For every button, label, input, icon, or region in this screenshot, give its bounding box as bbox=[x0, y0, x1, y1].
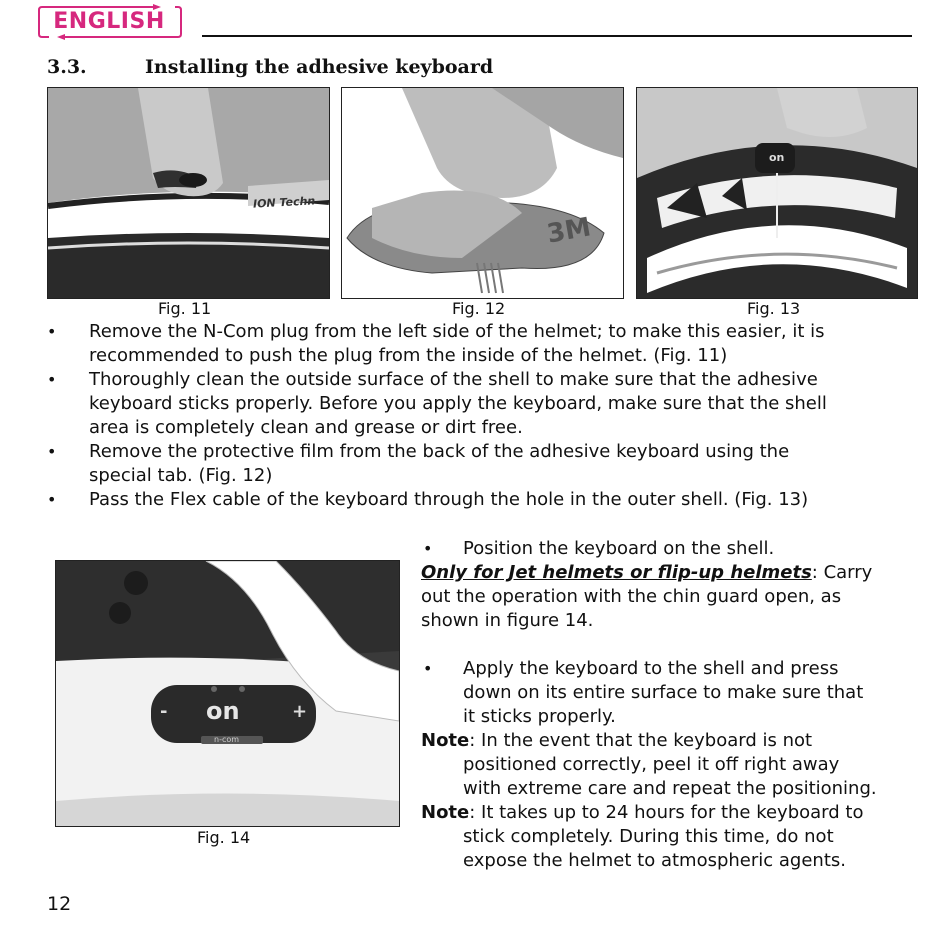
bullet-marker: • bbox=[47, 442, 57, 461]
language-label: ENGLISH bbox=[53, 9, 165, 34]
section-number: 3.3. bbox=[47, 56, 87, 78]
figure-11-photo bbox=[47, 87, 330, 299]
bullet-4-line-1: Pass the Flex cable of the keyboard through the hole in the outer shell. (Fig. 13) bbox=[89, 489, 809, 510]
note-1-line-2: positioned correctly, peel it off right away bbox=[463, 754, 840, 775]
figure-13-photo bbox=[636, 87, 918, 299]
figure-14-keypad-label: on bbox=[206, 697, 240, 725]
language-badge bbox=[35, 4, 183, 40]
bullet-2-line-3: area is completely clean and grease or dirt free. bbox=[89, 417, 523, 438]
figure-14-caption: Fig. 14 bbox=[197, 828, 251, 847]
jet-helmets-note-line-1 bbox=[421, 561, 923, 585]
section-title: Installing the adhesive keyboard bbox=[145, 56, 494, 78]
note-2-line-3: expose the helmet to atmospheric agents. bbox=[463, 850, 846, 871]
bullet-1-line-1: Remove the N-Com plug from the left side of the helmet; to make this easier, it is bbox=[89, 321, 825, 342]
bullet-2-line-1: Thoroughly clean the outside surface of the shell to make sure that the adhesive bbox=[89, 369, 818, 390]
note-2-line-1 bbox=[421, 801, 923, 825]
right-bullet-2-line-3: it sticks properly. bbox=[463, 706, 616, 727]
bullet-1-line-2: recommended to push the plug from the inside of the helmet. (Fig. 11) bbox=[89, 345, 728, 366]
figure-14-keypad-plus: + bbox=[292, 701, 308, 722]
note-1-line-3: with extreme care and repeat the positioning. bbox=[463, 778, 877, 799]
figure-14-keypad-minus: - bbox=[160, 701, 168, 722]
figure-13-caption: Fig. 13 bbox=[747, 299, 801, 318]
note-1-label: Note bbox=[421, 730, 470, 751]
bullet-marker: • bbox=[47, 490, 57, 509]
right-bullet-2-line-1: Apply the keyboard to the shell and press bbox=[463, 658, 839, 679]
note-2-text: : It takes up to 24 hours for the keyboard to bbox=[469, 802, 864, 823]
note-2-line-2: stick completely. During this time, do not bbox=[463, 826, 834, 847]
figure-12-caption: Fig. 12 bbox=[452, 299, 506, 318]
bullet-marker: • bbox=[47, 322, 57, 341]
note-2-label: Note bbox=[421, 802, 470, 823]
figure-13-keypad-label: on bbox=[769, 151, 785, 164]
jet-helmets-note-line-3: shown in figure 14. bbox=[421, 610, 594, 631]
right-bullet-1: Position the keyboard on the shell. bbox=[463, 538, 775, 559]
bullet-marker: • bbox=[423, 659, 433, 678]
bullet-2-line-2: keyboard sticks properly. Before you apply the keyboard, make sure that the shell bbox=[89, 393, 827, 414]
jet-helmets-label: Only for Jet helmets or flip-up helmets bbox=[421, 562, 812, 583]
bullet-3-line-1: Remove the protective film from the back of the adhesive keyboard using the bbox=[89, 441, 790, 462]
bullet-3-line-2: special tab. (Fig. 12) bbox=[89, 465, 273, 486]
bullet-marker: • bbox=[423, 539, 433, 558]
figure-14-photo bbox=[55, 560, 400, 827]
note-1-text: : In the event that the keyboard is not bbox=[469, 730, 813, 751]
figure-11-helmet-print: ION Techn bbox=[252, 194, 316, 211]
header-rule bbox=[202, 35, 912, 37]
figure-12-photo bbox=[341, 87, 624, 299]
figure-11-caption: Fig. 11 bbox=[158, 299, 212, 318]
right-bullet-2-line-2: down on its entire surface to make sure that bbox=[463, 682, 864, 703]
jet-helmets-note-line-2: out the operation with the chin guard open, as bbox=[421, 586, 842, 607]
figure-14-keypad-brand: n-com bbox=[214, 735, 240, 744]
bullet-marker: • bbox=[47, 370, 57, 389]
figure-12-film-brand: 3M bbox=[544, 212, 594, 250]
note-1-line-1 bbox=[421, 729, 923, 753]
page-number: 12 bbox=[47, 893, 72, 915]
jet-helmets-rest: : Carry bbox=[811, 562, 873, 583]
